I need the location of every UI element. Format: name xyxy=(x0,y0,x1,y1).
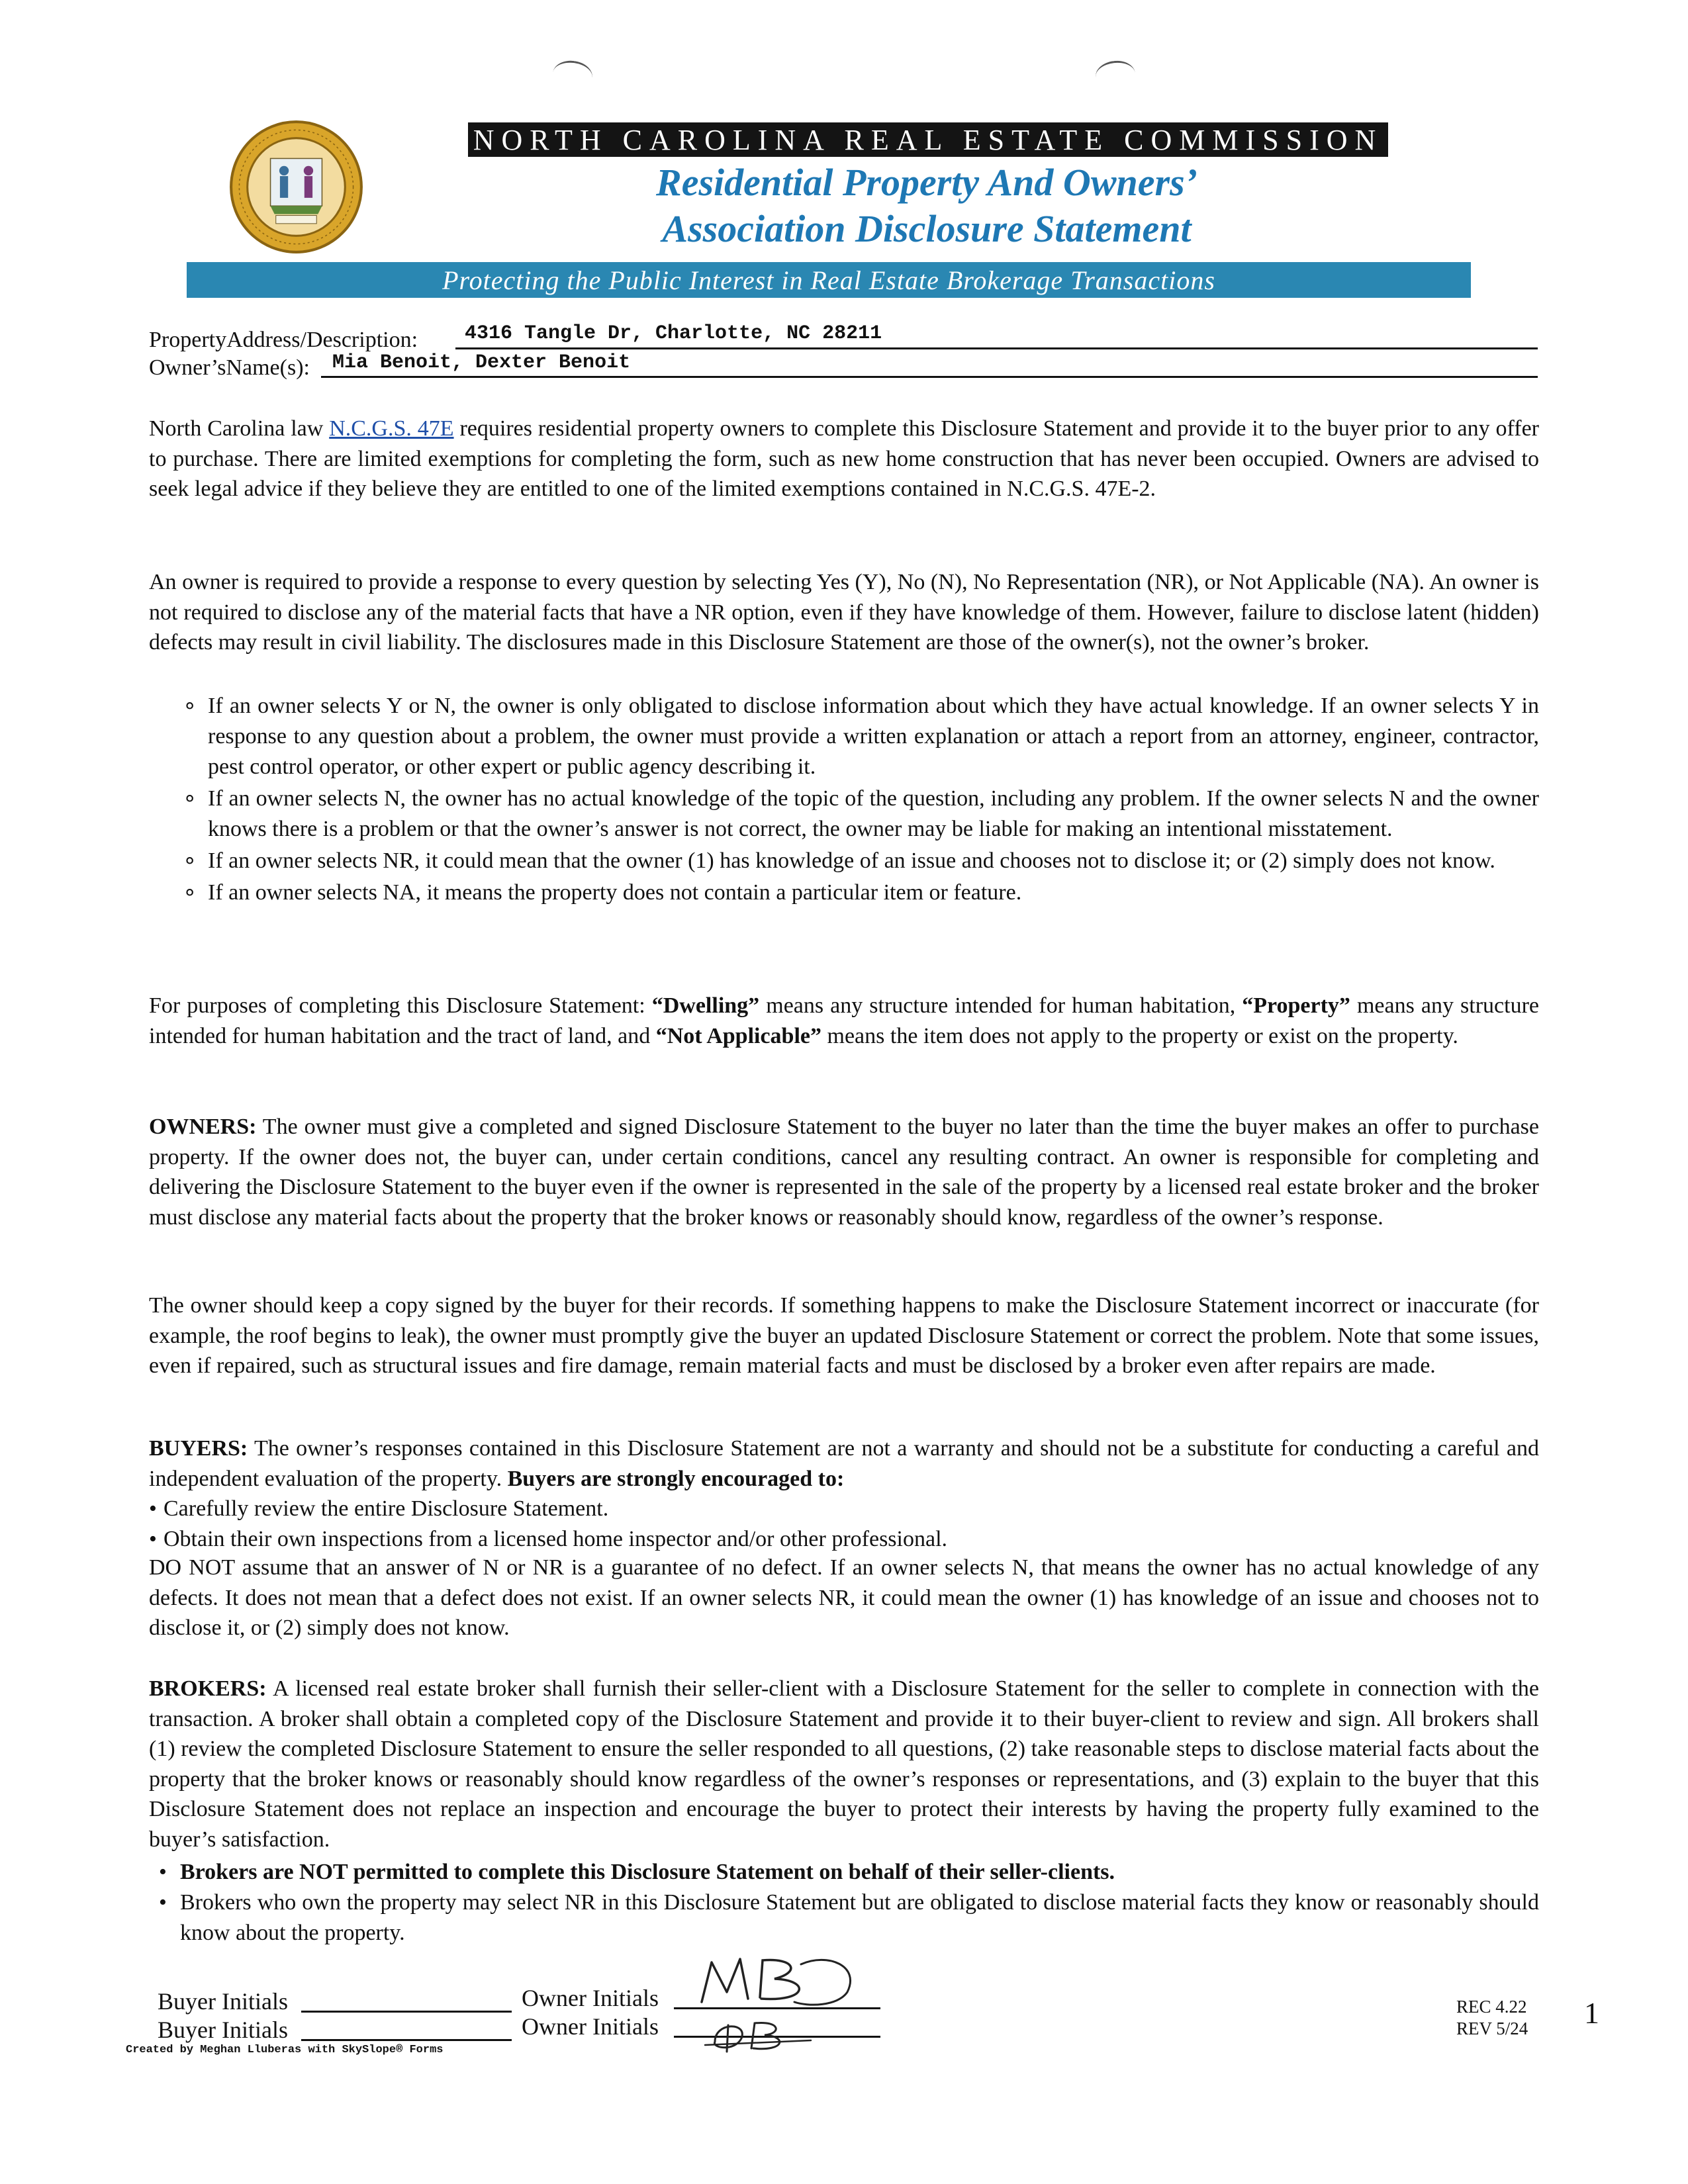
bullet-mark: ∘ xyxy=(183,880,197,905)
owner-initials-label-1: Owner Initials xyxy=(522,1985,659,2011)
buyers-paragraph-1 xyxy=(149,1433,1539,1494)
form-title-line-2: Association Disclosure Statement xyxy=(662,207,1192,250)
bullet-text: If an owner selects N, the owner has no actual knowledge of the topic of the question, including any problem. If the owner selects N and the owner knows there is a problem or that the owner’s answer is not correct, the owner may be liable for making an intentional misstatement. xyxy=(208,786,1539,841)
property-address-value[interactable]: 4316 Tangle Dr, Charlotte, NC 28211 xyxy=(465,322,882,345)
form-title-line-1: Residential Property And Owners’ xyxy=(656,161,1197,204)
bullet-mark: ∘ xyxy=(183,786,197,811)
brokers-heading: BROKERS: xyxy=(149,1676,267,1701)
response-options-list xyxy=(179,691,1539,909)
commission-name: NORTH CAROLINA REAL ESTATE COMMISSION xyxy=(473,123,1383,156)
definition-not-applicable-term: “Not Applicable” xyxy=(655,1023,822,1048)
definition-property-term: “Property” xyxy=(1242,993,1350,1018)
property-address-line xyxy=(455,347,1538,349)
owner-initials-label-2: Owner Initials xyxy=(522,2013,659,2040)
bullet-mark: • xyxy=(159,1890,167,1915)
buyer-initials-label-2: Buyer Initials xyxy=(158,2017,288,2043)
bullet-text: If an owner selects NA, it means the property does not contain a particular item or feature. xyxy=(208,880,1022,905)
bullet-mark: • xyxy=(149,1496,157,1521)
scan-punch-mark-right xyxy=(1094,59,1137,91)
intro-law-text-before: North Carolina law xyxy=(149,416,330,441)
definitions-paragraph xyxy=(149,991,1539,1051)
bullet-text: If an owner selects NR, it could mean that the owner (1) has knowledge of an issue and chooses not to disclose it; or (2) simply does not know. xyxy=(208,848,1495,873)
owner-signature-initials-db xyxy=(702,2015,821,2055)
list-item xyxy=(159,1888,1539,1948)
owner-names-label: Owner’sName(s): xyxy=(149,355,310,380)
owners-heading: OWNERS: xyxy=(149,1115,257,1139)
buyers-heading: BUYERS: xyxy=(149,1436,248,1461)
brokers-rules-list xyxy=(159,1857,1539,1948)
property-address-label: PropertyAddress/Description: xyxy=(149,328,418,352)
tagline-banner xyxy=(187,262,1471,298)
buyer-initials-line-2[interactable] xyxy=(301,2039,512,2041)
owners-text: The owner must give a completed and signed Disclosure Statement to the buyer no later than the time the buyer makes an offer to purchase property. If the owner does not, the buyer can, under certain conditions, cancel any resulting contract. An owner is responsible for completing and delivering the Disclosure Statement to the buyer even if the owner is represented in the sale of the property by a licensed real estate broker and the broker must disclose any material facts about the property that the broker knows or reasonably should know, regardless of the owner’s response. xyxy=(149,1115,1539,1230)
scan-punch-mark-left xyxy=(551,58,594,92)
buyer-initials-line-1[interactable] xyxy=(301,2011,512,2013)
owners-paragraph-2: The owner should keep a copy signed by the buyer for their records. If something happens to make the Disclosure Statement incorrect or inaccurate (for example, the roof begins to leak), the owner must promptly give the buyer an updated Disclosure Statement or correct the problem. Note that some issues, even if repaired, such as structural issues and fire damage, remain material facts and must be disclosed by a broker even after repairs are made. xyxy=(149,1293,1539,1378)
form-revision: REV 5/24 xyxy=(1456,2019,1528,2038)
list-item xyxy=(179,846,1539,876)
list-item xyxy=(159,1857,1539,1888)
list-item xyxy=(179,878,1539,908)
owner-signature-initials-mb xyxy=(682,1946,867,2012)
nc-real-estate-commission-seal xyxy=(228,119,364,255)
brokers-paragraph xyxy=(149,1674,1539,1854)
buyer-initials-label-1: Buyer Initials xyxy=(158,1988,288,2015)
ncgs-47e-link[interactable]: N.C.G.S. 47E xyxy=(329,416,454,441)
intro-paragraph-law xyxy=(149,414,1539,504)
definition-dwelling-term: “Dwelling” xyxy=(651,993,760,1018)
bullet-text: Obtain their own inspections from a licensed home inspector and/or other professional. xyxy=(164,1527,948,1551)
bullet-mark: ∘ xyxy=(183,694,197,718)
page-number: 1 xyxy=(1584,1996,1599,2030)
bullet-mark: • xyxy=(149,1527,157,1551)
definitions-text: means the item does not apply to the property or exist on the property. xyxy=(821,1023,1458,1048)
bullet-text: If an owner selects Y or N, the owner is only obligated to disclose information about which they have actual knowledge. If an owner selects Y in response to any question about a problem, the owner must provide a written explanation or attach a report from an attorney, engineer, contractor, pest control operator, or other expert or public agency describing it. xyxy=(208,694,1539,779)
form-code: REC 4.22 xyxy=(1456,1997,1527,2017)
definitions-text: means any structure intended for human habitation and the tract of land, and xyxy=(149,993,1539,1048)
bullet-mark: ∘ xyxy=(183,848,197,873)
owners-paragraph-1 xyxy=(149,1112,1539,1232)
buyers-recommendations-list xyxy=(149,1494,1539,1555)
created-by-stamp: Created by Meghan Lluberas with SkySlope® Forms xyxy=(126,2044,444,2056)
bullet-text: Brokers are NOT permitted to complete this Disclosure Statement on behalf of their seller-clients. xyxy=(180,1860,1115,1884)
definitions-text: For purposes of completing this Disclosure Statement: xyxy=(149,993,652,1018)
bullet-mark: • xyxy=(159,1860,167,1884)
commission-banner xyxy=(468,122,1388,157)
owner-names-value[interactable]: Mia Benoit, Dexter Benoit xyxy=(332,351,631,374)
owner-names-line xyxy=(321,376,1538,378)
intro-law-text-after: requires residential property owners to complete this Disclosure Statement and provide it to the buyer prior to any offer to purchase. There are limited exemptions for completing the form, such as new home construction that has never been occupied. Owners are advised to seek legal advice if they believe they are entitled to one of the limited exemptions contained in N.C.G.S. 47E-2. xyxy=(149,416,1539,501)
list-item xyxy=(149,1494,1539,1524)
list-item xyxy=(149,1524,1539,1555)
buyers-text: The owner’s responses contained in this Disclosure Statement are not a warranty and should not be a substitute for conducting a careful and independent evaluation of the property. xyxy=(149,1436,1539,1491)
bullet-text: Carefully review the entire Disclosure Statement. xyxy=(164,1496,609,1521)
definitions-text: means any structure intended for human habitation, xyxy=(759,993,1243,1018)
buyers-paragraph-2: DO NOT assume that an answer of N or NR is a guarantee of no defect. If an owner selects N, that means the owner has no actual knowledge of any defects. It does not mean that a defect does not exist. If an owner selects NR, it could mean the owner (1) has knowledge of an issue and chooses not to disclose it, or (2) simply does not know. xyxy=(149,1555,1539,1640)
tagline-text: Protecting the Public Interest in Real Estate Brokerage Transactions xyxy=(442,265,1215,295)
list-item xyxy=(179,784,1539,844)
list-item xyxy=(179,691,1539,782)
intro-paragraph-responses: An owner is required to provide a response to every question by selecting Yes (Y), No (N), No Representation (NR), or Not Applicable (NA). An owner is not required to disclose any of the material facts that have a NR option, even if they have knowledge of them. However, failure to disclose latent (hidden) defects may result in civil liability. The disclosures made in this Disclosure Statement are those of the owner(s), not the owner’s broker. xyxy=(149,570,1539,655)
brokers-text: A licensed real estate broker shall furnish their seller-client with a Disclosure Statement for the seller to complete in connection with the transaction. A broker shall obtain a completed copy of the Disclosure Statement and provide it to their buyer-client to review and sign. All brokers shall (1) review the completed Disclosure Statement to ensure the seller responded to all questions, (2) take reasonable steps to disclose material facts about the property that the broker knows or reasonably should know regardless of the owner’s responses or representations, and (3) explain to the buyer that this Disclosure Statement does not replace an inspection and encourage the buyer to protect their interests by having the property fully examined to the buyer’s satisfaction. xyxy=(149,1676,1539,1852)
buyers-encouraged-text: Buyers are strongly encouraged to: xyxy=(507,1466,845,1491)
bullet-text: Brokers who own the property may select NR in this Disclosure Statement but are obligated to disclose material facts they know or reasonably should know about the property. xyxy=(180,1890,1539,1945)
